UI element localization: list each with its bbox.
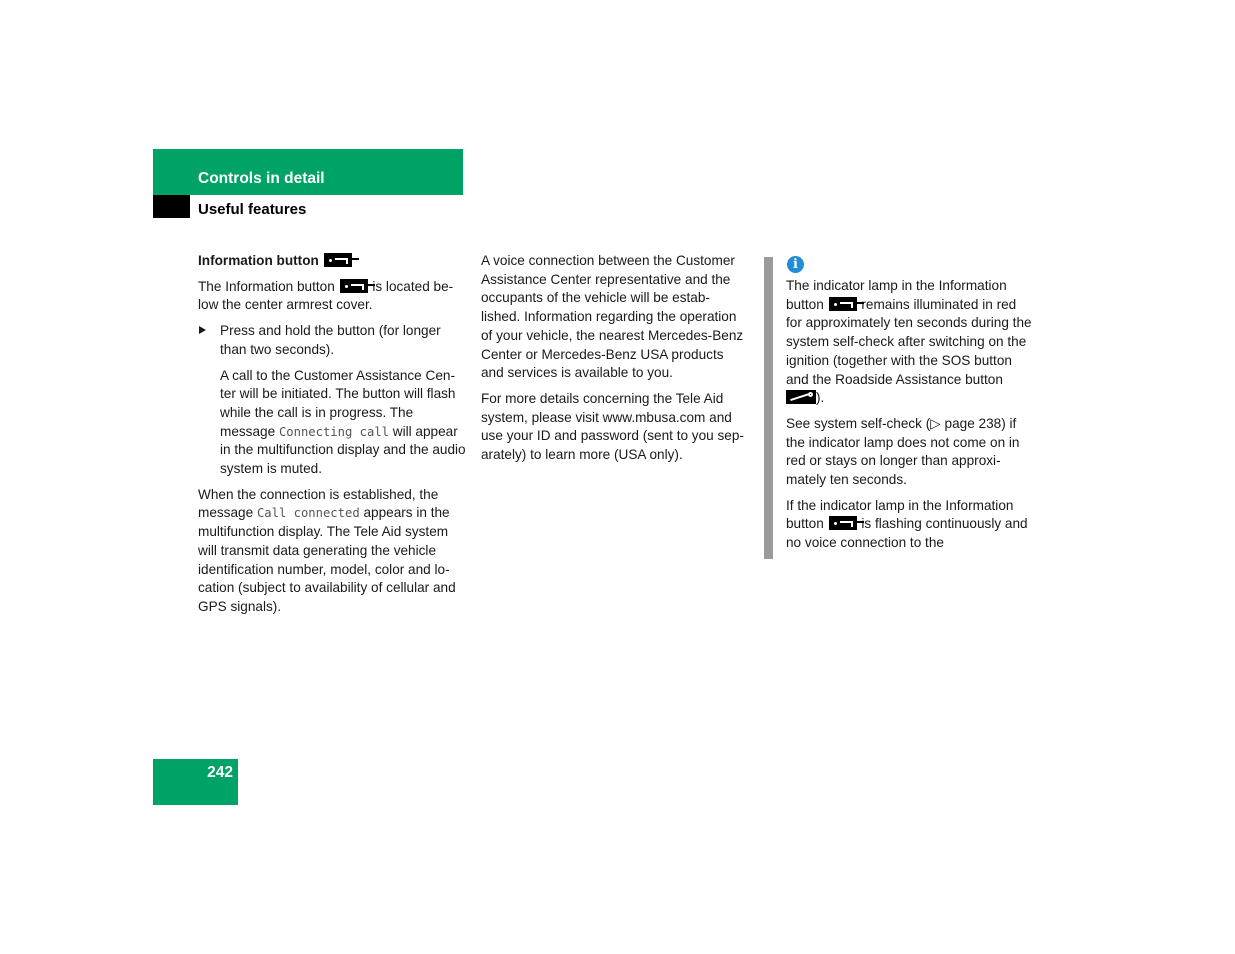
step-text: Press and hold the button (for longer than two seconds).	[220, 323, 441, 357]
text: When the connection is established, the message	[198, 486, 439, 521]
instruction-step	[198, 322, 466, 359]
call-result-paragraph	[198, 367, 466, 479]
text: The Information button	[198, 278, 339, 294]
display-message: Connecting call	[278, 424, 389, 439]
text: remains illuminated in red for approximately ten seconds during the system self-check after switching on the ignition (together with the SOS button and the Roadside Assistance button	[786, 296, 1032, 387]
information-button-icon	[340, 279, 368, 293]
subsection-title: Useful features	[198, 201, 307, 218]
voice-connection-paragraph: A voice connection between the Customer Assistance Center representative and the occupants of the vehicle will be estab-lished. Information regarding the operation of your vehicle, the nearest Mercedes-Benz Center or Mercedes-Benz USA products and services is available to you.	[481, 253, 744, 381]
roadside-assistance-icon	[786, 390, 816, 404]
indicator-lamp-paragraph	[786, 277, 1032, 408]
heading-text: Information button	[198, 253, 319, 268]
subsection-marker	[153, 195, 190, 218]
text: will appear in the multifunction display and the audio system is muted.	[220, 423, 466, 477]
text: is located be-low the center armrest cover.	[198, 278, 454, 313]
self-check-paragraph: See system self-check (▷ page 238) if the indicator lamp does not come on in red or stays on longer than approxi-mately ten seconds.	[786, 415, 1020, 488]
bullet-triangle-icon	[199, 326, 206, 334]
column-middle	[481, 252, 749, 472]
page-number: 242	[207, 764, 233, 781]
text: appears in the multifunction display. The Tele Aid system will transmit data generating the vehicle identification number, model, color and lo-cation (subject to availability of cellular and GPS signals).	[198, 505, 456, 614]
section-title: Controls in detail	[198, 170, 325, 187]
connection-paragraph	[198, 486, 466, 617]
information-button-icon	[829, 516, 857, 530]
flashing-lamp-paragraph	[786, 497, 1032, 553]
information-button-icon	[829, 297, 857, 311]
information-button-heading	[198, 252, 466, 271]
text: ).	[816, 390, 825, 406]
tele-aid-details-paragraph: For more details concerning the Tele Aid system, please visit www.mbusa.com and use your ID and password (sent to you sep-arately) to learn more (USA only).	[481, 390, 744, 463]
info-icon: i	[787, 256, 804, 273]
text: The indicator lamp in the Information button	[786, 278, 1007, 312]
text: If the indicator lamp in the Information button	[786, 497, 1014, 532]
info-note	[786, 277, 1032, 560]
text: is flashing continuously and no voice connection to the	[786, 516, 1028, 551]
note-sidebar-bar	[764, 257, 773, 559]
column-left	[198, 252, 466, 624]
location-paragraph	[198, 278, 466, 315]
text: A call to the Customer Assistance Cen-ter will be initiated. The button will flash while the call is in progress. The message	[220, 367, 456, 439]
information-button-icon	[324, 253, 352, 267]
display-message: Call connected	[256, 506, 360, 521]
